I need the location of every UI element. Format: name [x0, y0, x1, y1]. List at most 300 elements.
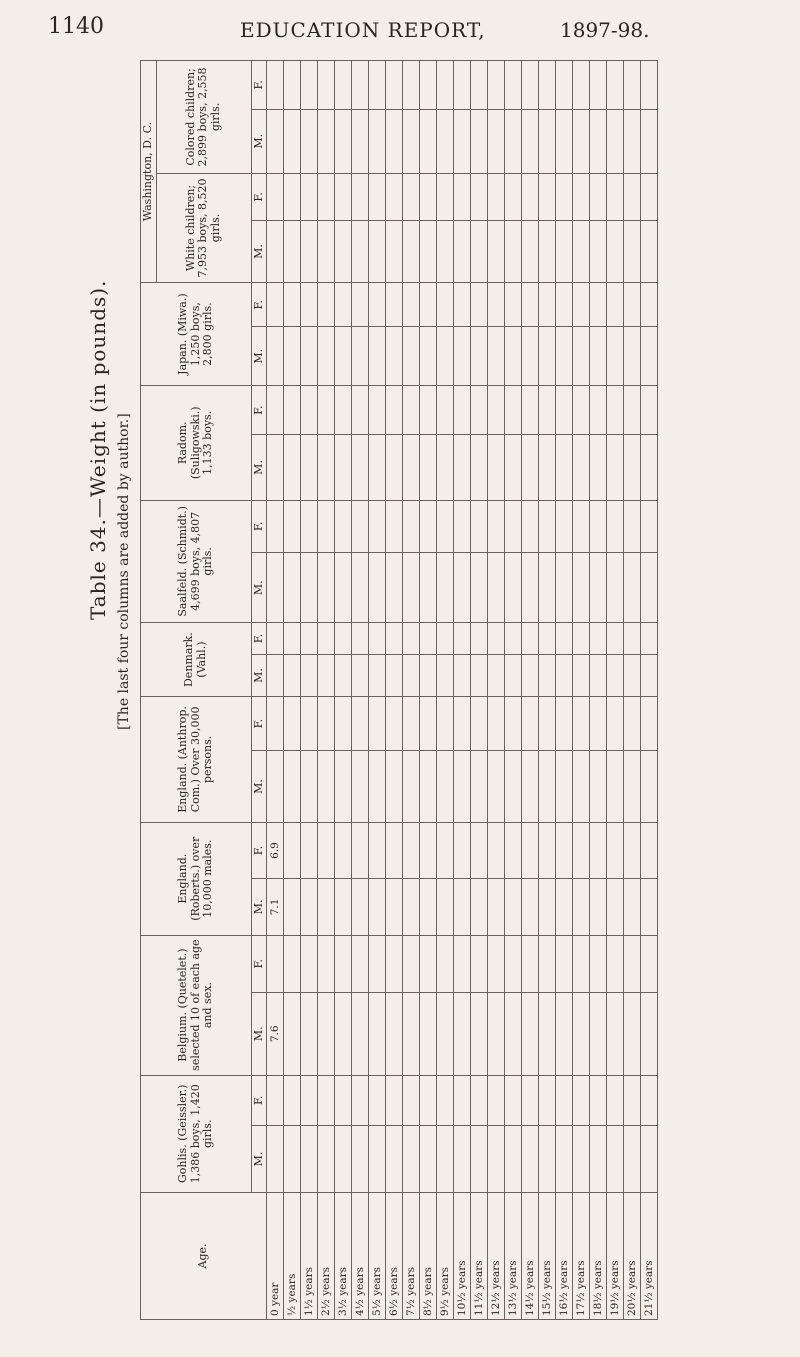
- weight-cell: [573, 61, 590, 110]
- weight-cell: [335, 935, 352, 992]
- weight-cell: [624, 220, 641, 282]
- weight-cell: [522, 879, 539, 935]
- weight-cell: [386, 109, 403, 173]
- weight-cell: [471, 386, 488, 435]
- sub-header-m: M.: [251, 879, 267, 935]
- weight-cell: [624, 654, 641, 696]
- weight-cell: [624, 992, 641, 1075]
- weight-cell: [352, 553, 369, 623]
- weight-cell: [573, 697, 590, 751]
- weight-cell: [301, 173, 318, 220]
- weight-cell: [505, 879, 522, 935]
- weight-cell: [454, 173, 471, 220]
- weight-cell: [590, 1075, 607, 1126]
- weight-cell: [488, 109, 505, 173]
- weight-cell: [335, 1126, 352, 1193]
- table-row: [318, 61, 335, 1320]
- weight-cell: [607, 386, 624, 435]
- weight-cell: [301, 220, 318, 282]
- sub-header-m: M.: [251, 654, 267, 696]
- weight-cell: [352, 173, 369, 220]
- weight-cell: [539, 553, 556, 623]
- weight-cell: [284, 327, 301, 386]
- weight-cell: [301, 1126, 318, 1193]
- weight-cell: [488, 992, 505, 1075]
- weight-cell: [590, 623, 607, 655]
- table-note: [The last four columns are added by author.]: [116, 413, 132, 730]
- weight-cell: [505, 220, 522, 282]
- weight-cell: [641, 1075, 658, 1126]
- weight-cell: [454, 697, 471, 751]
- weight-cell: [403, 109, 420, 173]
- age-cell: 14½ years: [522, 1193, 539, 1320]
- weight-cell: [522, 173, 539, 220]
- table-row: [505, 61, 522, 1320]
- weight-cell: [301, 435, 318, 500]
- weight-cell: [607, 1126, 624, 1193]
- weight-cell: [505, 173, 522, 220]
- weight-cell: [488, 751, 505, 823]
- weight-cell: [556, 1075, 573, 1126]
- weight-cell: [505, 386, 522, 435]
- weight-cell: [556, 879, 573, 935]
- weight-cell: [505, 623, 522, 655]
- table-row: [624, 61, 641, 1320]
- weight-cell: [335, 435, 352, 500]
- weight-cell: [505, 500, 522, 553]
- table-row: [284, 61, 301, 1320]
- weight-cell: [284, 500, 301, 553]
- weight-cell: [607, 61, 624, 110]
- weight-cell: [284, 1075, 301, 1126]
- weight-cell: [505, 1075, 522, 1126]
- weight-cell: [420, 935, 437, 992]
- age-cell: 3½ years: [335, 1193, 352, 1320]
- weight-cell: [471, 751, 488, 823]
- weight-cell: [505, 751, 522, 823]
- weight-cell: [624, 435, 641, 500]
- weight-cell: [335, 697, 352, 751]
- weight-cell: [471, 879, 488, 935]
- weight-cell: [420, 553, 437, 623]
- weight-cell: [386, 751, 403, 823]
- age-cell: 5½ years: [369, 1193, 386, 1320]
- weight-cell: [352, 500, 369, 553]
- weight-cell: [301, 751, 318, 823]
- age-cell: 21½ years: [641, 1193, 658, 1320]
- weight-cell: [573, 879, 590, 935]
- table-row: [352, 61, 369, 1320]
- weight-cell: [624, 61, 641, 110]
- weight-cell: [590, 386, 607, 435]
- weight-cell: [607, 109, 624, 173]
- group-header-japan: Japan. (Miwa.) 1,250 boys, 2,800 girls.: [141, 283, 252, 386]
- table-row: [420, 61, 437, 1320]
- weight-cell: [369, 553, 386, 623]
- weight-cell: [335, 751, 352, 823]
- weight-cell: [335, 623, 352, 655]
- weight-cell: [522, 654, 539, 696]
- weight-cell: [335, 654, 352, 696]
- weight-cell: [454, 553, 471, 623]
- weight-cell: [505, 654, 522, 696]
- weight-cell: [641, 751, 658, 823]
- weight-cell: [641, 992, 658, 1075]
- weight-cell: [437, 822, 454, 878]
- weight-cell: [590, 654, 607, 696]
- weight-cell: [386, 173, 403, 220]
- weight-cell: [590, 992, 607, 1075]
- weight-cell: [573, 327, 590, 386]
- super-header-washington: Washington, D. C.: [141, 61, 157, 283]
- weight-cell: [607, 879, 624, 935]
- table-row: [267, 61, 284, 1320]
- weight-cell: [284, 1126, 301, 1193]
- weight-cell: [403, 697, 420, 751]
- weight-cell: [403, 173, 420, 220]
- weight-cell: [505, 327, 522, 386]
- weight-cell: [573, 220, 590, 282]
- weight-cell: [284, 220, 301, 282]
- weight-cell: [301, 935, 318, 992]
- weight-cell: [539, 822, 556, 878]
- weight-cell: [352, 623, 369, 655]
- weight-cell: [573, 992, 590, 1075]
- weight-cell: [471, 822, 488, 878]
- table-row: [471, 61, 488, 1320]
- weight-cell: [556, 751, 573, 823]
- weight-cell: [267, 500, 284, 553]
- weight-cell: [454, 327, 471, 386]
- sub-header-m: M.: [251, 109, 267, 173]
- weight-cell: [522, 697, 539, 751]
- weight-cell: [318, 61, 335, 110]
- weight-cell: [454, 283, 471, 327]
- weight-cell: [318, 1075, 335, 1126]
- weight-cell: [386, 220, 403, 282]
- group-header-radom: Radom. (Suligowski.) 1,133 boys.: [141, 386, 252, 501]
- weight-cell: [352, 327, 369, 386]
- weight-cell: [403, 623, 420, 655]
- weight-cell: [437, 283, 454, 327]
- weight-cell: [522, 500, 539, 553]
- weight-cell: [471, 935, 488, 992]
- weight-cell: [641, 654, 658, 696]
- sub-header-m: M.: [251, 220, 267, 282]
- weight-cell: [539, 500, 556, 553]
- weight-cell: [522, 1126, 539, 1193]
- weight-cell: [403, 283, 420, 327]
- sub-header-f: F.: [251, 386, 267, 435]
- weight-cell: [624, 1075, 641, 1126]
- weight-cell: [454, 992, 471, 1075]
- weight-cell: [488, 822, 505, 878]
- weight-cell: [556, 386, 573, 435]
- weight-cell: [403, 879, 420, 935]
- weight-cell: [488, 654, 505, 696]
- weight-cell: [352, 1126, 369, 1193]
- weight-cell: [607, 220, 624, 282]
- weight-cell: [335, 220, 352, 282]
- weight-cell: [437, 327, 454, 386]
- weight-cell: [624, 109, 641, 173]
- table-row: [590, 61, 607, 1320]
- weight-cell: [607, 623, 624, 655]
- weight-cell: [624, 697, 641, 751]
- weight-cell: [539, 173, 556, 220]
- weight-cell: [318, 435, 335, 500]
- weight-cell: [454, 61, 471, 110]
- weight-cell: [352, 1075, 369, 1126]
- weight-cell: [284, 697, 301, 751]
- group-header-colored-children: Colored children; 2,899 boys, 2,558 girls.: [156, 61, 251, 174]
- weight-cell: [641, 822, 658, 878]
- weight-cell: [590, 327, 607, 386]
- weight-cell: [573, 751, 590, 823]
- weight-cell: [437, 109, 454, 173]
- weight-cell: [641, 1126, 658, 1193]
- weight-cell: [454, 935, 471, 992]
- weight-cell: [607, 992, 624, 1075]
- weight-cell: [488, 283, 505, 327]
- weight-cell: [437, 500, 454, 553]
- weight-cell: [539, 623, 556, 655]
- weight-cell: [420, 109, 437, 173]
- weight-cell: [318, 1126, 335, 1193]
- weight-cell: [301, 109, 318, 173]
- table-row: [607, 61, 624, 1320]
- weight-cell: [318, 992, 335, 1075]
- weight-cell: [420, 283, 437, 327]
- weight-cell: [522, 1075, 539, 1126]
- weight-cell: [641, 61, 658, 110]
- weight-cell: [369, 654, 386, 696]
- weight-cell: [284, 654, 301, 696]
- weight-table: [140, 60, 658, 1320]
- weight-cell: [471, 220, 488, 282]
- weight-cell: [420, 879, 437, 935]
- weight-cell: [352, 654, 369, 696]
- weight-cell: [420, 822, 437, 878]
- weight-cell: [539, 327, 556, 386]
- weight-cell: [386, 822, 403, 878]
- weight-cell: [335, 1075, 352, 1126]
- weight-cell: [386, 553, 403, 623]
- weight-cell: [607, 435, 624, 500]
- weight-cell: [488, 327, 505, 386]
- weight-cell: [403, 386, 420, 435]
- weight-cell: [318, 879, 335, 935]
- weight-cell: [267, 751, 284, 823]
- weight-cell: [318, 935, 335, 992]
- weight-cell: [522, 283, 539, 327]
- weight-cell: [284, 435, 301, 500]
- weight-cell: [386, 435, 403, 500]
- weight-cell: [318, 386, 335, 435]
- page-number: 1140: [48, 14, 104, 39]
- weight-cell: [471, 697, 488, 751]
- weight-cell: [471, 992, 488, 1075]
- table-title: Table 34.—Weight (in pounds).: [86, 279, 110, 620]
- table-row: [301, 61, 318, 1320]
- weight-cell: [505, 935, 522, 992]
- weight-cell: [318, 553, 335, 623]
- weight-cell: [539, 654, 556, 696]
- sub-header-m: M.: [251, 992, 267, 1075]
- weight-cell: [284, 879, 301, 935]
- weight-cell: [420, 327, 437, 386]
- weight-cell: [607, 283, 624, 327]
- weight-cell: [590, 61, 607, 110]
- header-row-sex: [251, 61, 267, 1320]
- weight-cell: [301, 623, 318, 655]
- header-row-super: [141, 61, 157, 1320]
- weight-cell: [284, 822, 301, 878]
- weight-cell: [590, 220, 607, 282]
- weight-cell: [369, 751, 386, 823]
- weight-cell: [471, 553, 488, 623]
- weight-cell: [369, 1075, 386, 1126]
- weight-cell: [539, 751, 556, 823]
- age-cell: 10½ years: [454, 1193, 471, 1320]
- weight-cell: [624, 879, 641, 935]
- weight-cell: [624, 500, 641, 553]
- weight-cell: [369, 822, 386, 878]
- weight-cell: [267, 1075, 284, 1126]
- weight-cell: [301, 61, 318, 110]
- weight-cell: [335, 109, 352, 173]
- weight-cell: [454, 623, 471, 655]
- weight-cell: [403, 935, 420, 992]
- weight-cell: [403, 1126, 420, 1193]
- weight-cell: [556, 697, 573, 751]
- weight-cell: [488, 173, 505, 220]
- weight-cell: [352, 697, 369, 751]
- weight-cell: [471, 1126, 488, 1193]
- weight-cell: [352, 935, 369, 992]
- weight-cell: [369, 935, 386, 992]
- weight-cell: [505, 1126, 522, 1193]
- weight-cell: [556, 327, 573, 386]
- weight-cell: [301, 327, 318, 386]
- weight-cell: [301, 697, 318, 751]
- weight-cell: [335, 553, 352, 623]
- weight-cell: [539, 1075, 556, 1126]
- weight-cell: [590, 109, 607, 173]
- weight-cell: [420, 751, 437, 823]
- weight-cell: [556, 1126, 573, 1193]
- weight-cell: [641, 935, 658, 992]
- weight-cell: [420, 61, 437, 110]
- weight-cell: [369, 61, 386, 110]
- weight-cell: [590, 173, 607, 220]
- weight-cell: [386, 1075, 403, 1126]
- weight-cell: [301, 1075, 318, 1126]
- weight-cell: [437, 1075, 454, 1126]
- weight-cell: [318, 220, 335, 282]
- weight-cell: [607, 553, 624, 623]
- weight-cell: [522, 822, 539, 878]
- weight-cell: [556, 935, 573, 992]
- weight-cell: [318, 327, 335, 386]
- weight-cell: [301, 879, 318, 935]
- weight-cell: [471, 1075, 488, 1126]
- weight-cell: [284, 751, 301, 823]
- age-cell: 13½ years: [505, 1193, 522, 1320]
- weight-cell: [573, 553, 590, 623]
- weight-cell: [471, 327, 488, 386]
- weight-cell: [369, 109, 386, 173]
- weight-cell: 7.1: [267, 879, 284, 935]
- weight-cell: [267, 1126, 284, 1193]
- weight-cell: [641, 283, 658, 327]
- sub-header-f: F.: [251, 173, 267, 220]
- weight-cell: [369, 500, 386, 553]
- age-cell: 12½ years: [488, 1193, 505, 1320]
- group-header-saalfeld: Saalfeld. (Schmidt.) 4,699 boys, 4,807 girls.: [141, 500, 252, 623]
- weight-cell: [420, 623, 437, 655]
- weight-cell: [386, 283, 403, 327]
- weight-cell: [369, 697, 386, 751]
- sub-header-m: M.: [251, 1126, 267, 1193]
- weight-cell: [556, 61, 573, 110]
- weight-cell: [522, 327, 539, 386]
- weight-cell: [284, 386, 301, 435]
- weight-cell: [556, 623, 573, 655]
- weight-cell: [624, 173, 641, 220]
- weight-cell: [505, 283, 522, 327]
- weight-cell: [403, 435, 420, 500]
- weight-cell: [267, 173, 284, 220]
- weight-cell: [437, 623, 454, 655]
- weight-cell: [352, 61, 369, 110]
- weight-cell: [420, 386, 437, 435]
- weight-cell: [437, 935, 454, 992]
- weight-cell: [624, 386, 641, 435]
- weight-cell: [607, 500, 624, 553]
- table-row: [522, 61, 539, 1320]
- weight-cell: [386, 935, 403, 992]
- weight-cell: [369, 283, 386, 327]
- weight-cell: [522, 553, 539, 623]
- weight-cell: [267, 553, 284, 623]
- sub-header-f: F.: [251, 500, 267, 553]
- weight-cell: [624, 751, 641, 823]
- weight-cell: [641, 697, 658, 751]
- weight-cell: [437, 386, 454, 435]
- sub-header-m: M.: [251, 327, 267, 386]
- weight-cell: [369, 327, 386, 386]
- weight-cell: [369, 1126, 386, 1193]
- sub-header-f: F.: [251, 822, 267, 878]
- weight-cell: [471, 283, 488, 327]
- weight-cell: [335, 327, 352, 386]
- age-cell: 8½ years: [420, 1193, 437, 1320]
- sub-header-f: F.: [251, 1075, 267, 1126]
- weight-cell: [641, 327, 658, 386]
- weight-cell: [403, 327, 420, 386]
- weight-cell: [522, 751, 539, 823]
- weight-cell: [641, 386, 658, 435]
- weight-cell: [488, 220, 505, 282]
- age-cell: 9½ years: [437, 1193, 454, 1320]
- weight-cell: [454, 822, 471, 878]
- weight-cell: [556, 283, 573, 327]
- weight-cell: [437, 654, 454, 696]
- weight-cell: [590, 553, 607, 623]
- age-cell: 11½ years: [471, 1193, 488, 1320]
- weight-cell: [284, 283, 301, 327]
